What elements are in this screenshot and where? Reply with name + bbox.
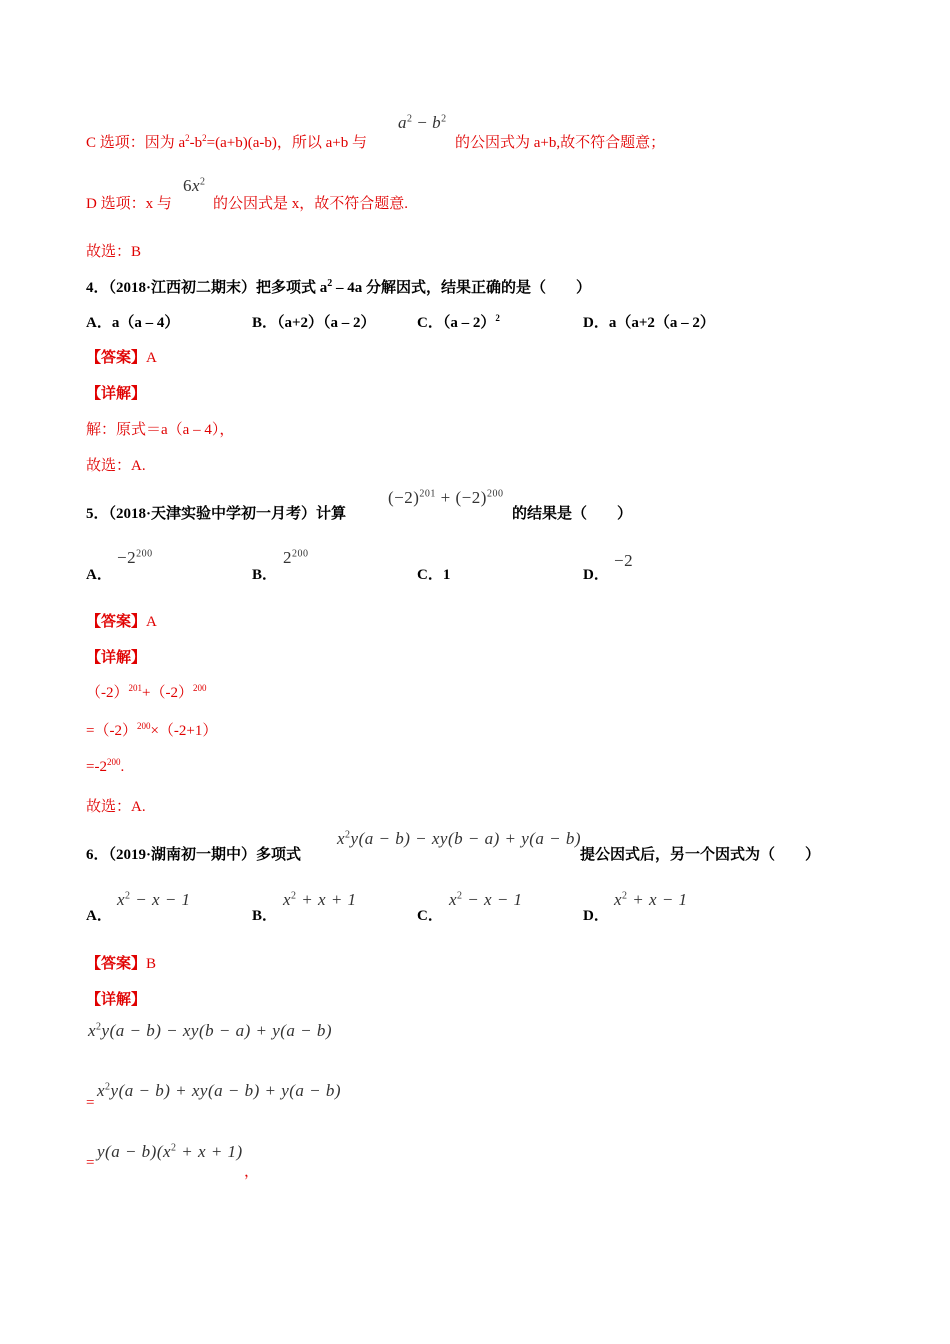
q6-stem-prefix: 6．（2019·湖南初一期中）多项式: [86, 847, 302, 863]
d-formula-coef: 6: [183, 176, 192, 195]
q6-expr-exp: 2: [345, 829, 351, 841]
q6-step-3-b: + x + 1): [176, 1142, 243, 1161]
q6-expr-x: x: [337, 829, 346, 848]
q5-option-d-formula: −2: [614, 551, 634, 570]
q6-option-b-exp: 2: [291, 890, 297, 902]
q5-option-b-exp: 200: [292, 548, 309, 560]
q4-option-d: D．a（a+2（a – 2）: [583, 315, 715, 331]
q5-step-1: [86, 681, 206, 702]
q6-step-2-exp: 2: [105, 1081, 111, 1093]
q6-step-1: [88, 1021, 332, 1041]
q6-step-1-exp: 2: [96, 1021, 102, 1033]
d-option-tail: 的公因式是 x，故不符合题意.: [213, 196, 409, 212]
q5-option-a-formula: [117, 548, 153, 568]
q5-answer: [86, 610, 157, 631]
q6-step-2-eq: =: [86, 1095, 95, 1111]
d-option-formula: [183, 176, 206, 196]
q6-step-2-rest: y(a − b) + xy(a − b) + y(a − b): [110, 1081, 342, 1100]
q4-detail-tag: 【详解】: [86, 386, 147, 402]
q5-step-1-sup-2: 200: [192, 683, 207, 693]
d-option-text: D 选项：x 与: [86, 196, 172, 212]
q6-step-1-x: x: [88, 1021, 97, 1040]
q6-option-c-letter: C．: [417, 908, 443, 924]
q5-step-3-sup: 200: [106, 757, 121, 767]
q6-detail-tag: 【详解】: [86, 992, 147, 1008]
q6-step-3-a: y(a − b)(x: [97, 1142, 172, 1161]
q5-expr-base-1: (−2): [388, 488, 420, 507]
q5-stem-suffix: 的结果是（ ）: [512, 506, 633, 522]
q6-stem-suffix: 提公因式后，另一个因式为（ ）: [580, 847, 821, 863]
q6-option-a-exp: 2: [125, 890, 131, 902]
q4-stem: [86, 276, 591, 297]
q4-stem-suffix: – 4a 分解因式，结果正确的是（ ）: [332, 280, 592, 296]
q6-option-b-formula: [283, 890, 357, 910]
c-option-formula: [398, 113, 447, 133]
q6-option-c-rest: − x − 1: [462, 890, 523, 909]
q5-option-a-letter: A．: [86, 567, 112, 583]
q4-answer: [86, 346, 157, 367]
q5-step-3: [86, 757, 124, 776]
q6-answer: [86, 952, 156, 973]
q5-conclusion: 故选：A.: [86, 799, 146, 815]
q6-answer-tag: 【答案】: [86, 956, 147, 972]
c-option-tail: 的公因式为 a+b,故不符合题意；: [455, 135, 666, 151]
q5-option-c-text: 1: [442, 567, 451, 583]
c-option-text-3: =(a+b)(a-b)，所以 a+b 与: [206, 135, 367, 151]
q6-option-a-rest: − x − 1: [130, 890, 191, 909]
q4-option-c-sup: 2: [495, 313, 500, 323]
q6-option-b-x: x: [283, 890, 292, 909]
q4-answer-tag: 【答案】: [86, 350, 147, 366]
q6-option-d-letter: D．: [583, 908, 609, 924]
q4-option-c: [417, 311, 500, 332]
q6-option-b-rest: + x + 1: [296, 890, 357, 909]
q6-option-d-formula: [614, 890, 688, 910]
q4-option-b: B．（a+2）（a – 2）: [252, 315, 376, 331]
q6-answer-value: B: [146, 956, 157, 972]
q4-option-c-text: C．（a – 2）: [417, 315, 496, 331]
q6-option-d-rest: + x − 1: [627, 890, 688, 909]
q6-step-3: [97, 1142, 243, 1162]
q4-answer-value: A: [146, 350, 157, 366]
q5-step-3-b: .: [120, 759, 125, 775]
q5-answer-value: A: [146, 614, 157, 630]
q6-option-c-exp: 2: [457, 890, 463, 902]
q5-step-1-b: +（-2）: [142, 685, 193, 701]
q5-stem-prefix: 5．（2018·天津实验中学初一月考）计算: [86, 506, 347, 522]
q6-option-c-formula: [449, 890, 523, 910]
q5-expr-plus: +: [440, 488, 451, 507]
c-formula-b: b: [432, 113, 442, 132]
q6-stem-formula: [337, 829, 581, 849]
q6-option-c-x: x: [449, 890, 458, 909]
c-option-text-2: -b: [189, 135, 203, 151]
q6-option-d-x: x: [614, 890, 623, 909]
q6-step-2-x: x: [97, 1081, 106, 1100]
q4-solution: 解：原式＝a（a – 4），: [86, 422, 235, 438]
q4-stem-prefix: 4．（2018·江西初二期末）把多项式 a: [86, 280, 328, 296]
c-option-line: [86, 131, 367, 152]
q4-stem-sup: 2: [327, 278, 333, 289]
q5-step-2-a: =（-2）: [86, 723, 137, 739]
q6-option-b-letter: B．: [252, 908, 278, 924]
q4-option-a: A．a（a – 4）: [86, 315, 180, 331]
q6-option-d-exp: 2: [622, 890, 628, 902]
q6-step-2: [97, 1081, 341, 1101]
d-formula-var: x: [192, 176, 201, 195]
q5-step-2-b: ×（-2+1）: [150, 723, 218, 739]
q5-step-2: [86, 719, 217, 740]
q6-option-a-x: x: [117, 890, 126, 909]
q5-option-b-letter: B．: [252, 567, 278, 583]
q5-option-a-exp: 200: [136, 548, 153, 560]
q5-option-d-letter: D．: [583, 567, 609, 583]
q5-stem-formula: [388, 488, 503, 508]
q6-expr-rest: y(a − b) − xy(b − a) + y(a − b): [350, 829, 582, 848]
q5-answer-tag: 【答案】: [86, 614, 147, 630]
q5-step-1-sup-1: 201: [128, 683, 142, 693]
q3-conclusion: 故选：B: [86, 244, 142, 260]
q6-option-a-letter: A．: [86, 908, 112, 924]
c-formula-exp-a: 2: [407, 113, 413, 125]
q5-expr-exp-2: 200: [486, 488, 504, 500]
c-option-sup-1: 2: [185, 133, 190, 143]
q5-option-c: [417, 563, 450, 584]
q6-step-3-exp: 2: [171, 1142, 177, 1154]
q6-step-3-eq: =: [86, 1155, 95, 1171]
d-formula-exp: 2: [200, 176, 206, 188]
q5-detail-tag: 【详解】: [86, 650, 147, 666]
q6-step-3-comma: ，: [244, 1164, 260, 1180]
q5-step-3-a: =-2: [86, 759, 107, 775]
q6-option-a-formula: [117, 890, 191, 910]
c-option-text-1: C 选项：因为 a: [86, 135, 186, 151]
c-formula-minus: −: [417, 113, 428, 132]
q6-step-1-rest: y(a − b) − xy(b − a) + y(a − b): [101, 1021, 333, 1040]
q5-option-b-base: 2: [283, 548, 292, 567]
q5-option-c-letter: C．: [417, 567, 443, 583]
q4-conclusion: 故选：A.: [86, 458, 146, 474]
q5-expr-exp-1: 201: [419, 488, 436, 500]
q5-expr-base-2: (−2): [455, 488, 487, 507]
c-option-sup-2: 2: [202, 133, 207, 143]
c-formula-a: a: [398, 113, 407, 132]
c-formula-exp-b: 2: [441, 113, 447, 125]
q5-step-2-sup: 200: [136, 721, 151, 731]
q5-option-a-base: −2: [117, 548, 137, 567]
q5-option-b-formula: [283, 548, 309, 568]
q5-step-1-a: （-2）: [86, 685, 129, 701]
